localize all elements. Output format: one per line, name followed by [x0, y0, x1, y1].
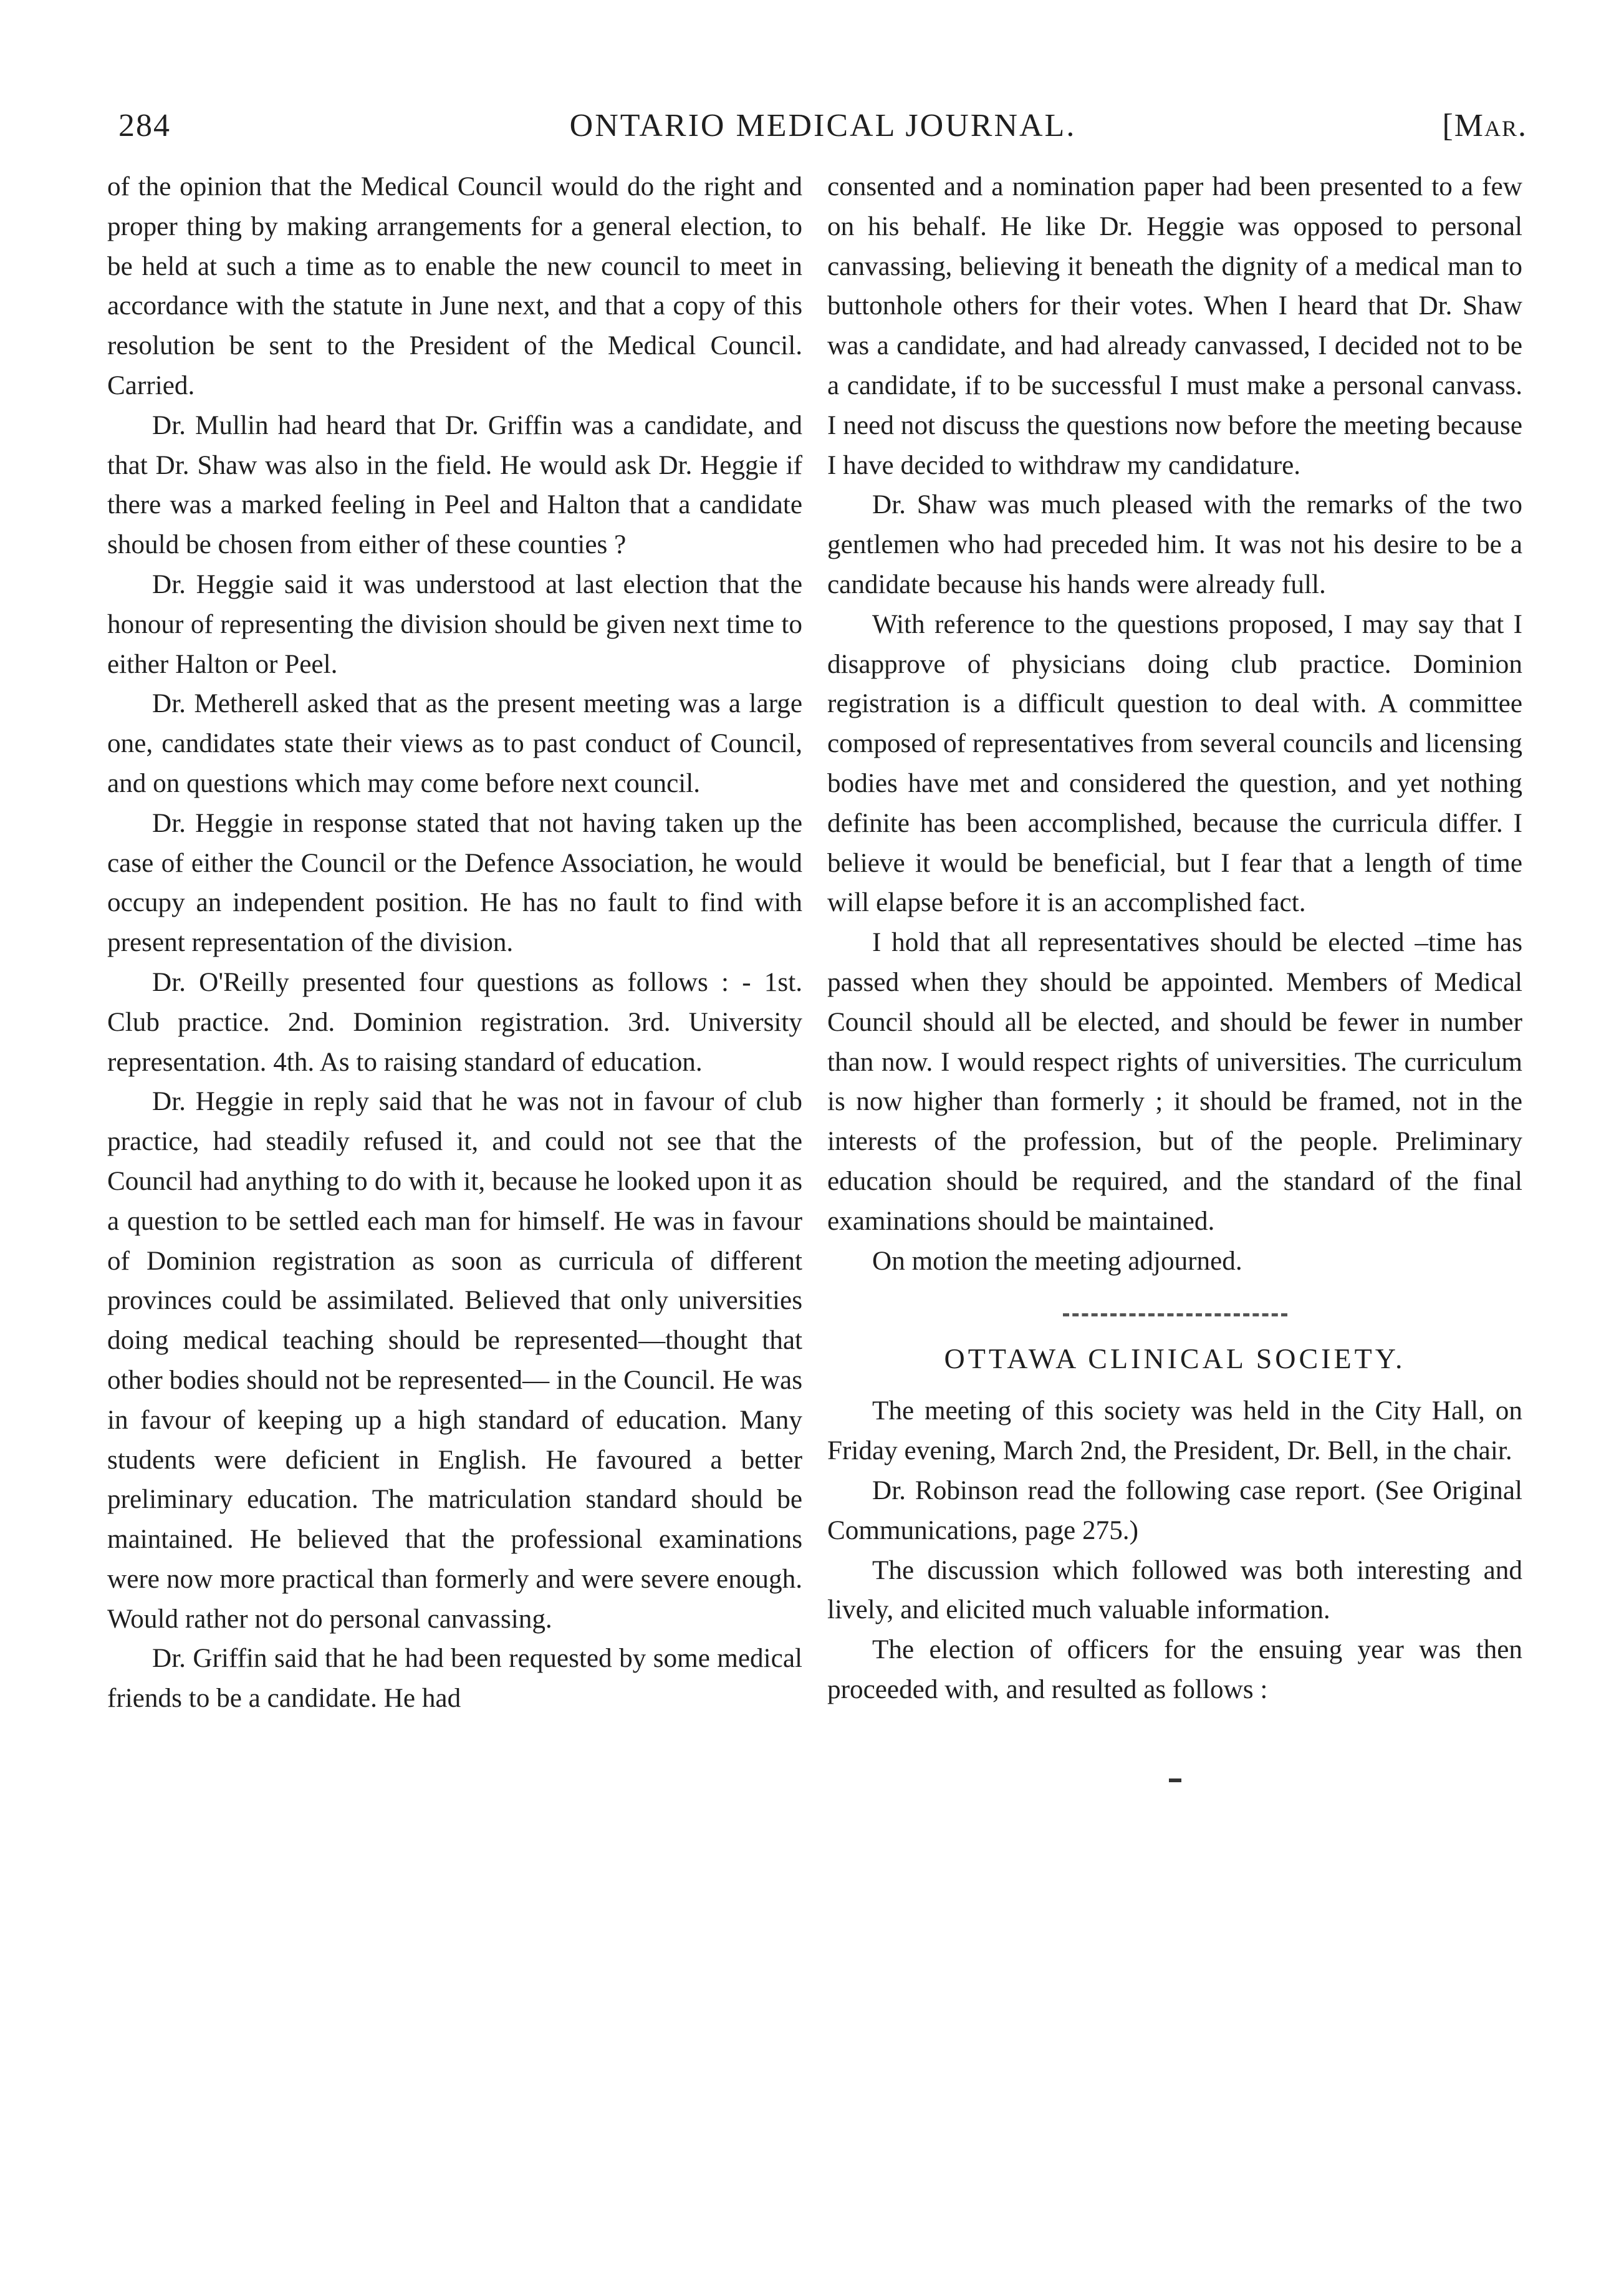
paragraph: The meeting of this society was held in the City Hall, on Friday evening, March 2nd, the President, Dr. Bell, in the chair. [827, 1396, 1522, 1466]
paragraph: Dr. Heggie in response stated that not having taken up the case of either the Council or the Defence Association, he would occupy an independent position. He has no fault to find with present representation of the division. [107, 808, 802, 958]
page-number: 284 [118, 108, 171, 143]
paragraph: Dr. Shaw was much pleased with the remarks of the two gentlemen who had preceded him. It was not his desire to be a candidate because his hands were already full. [827, 490, 1522, 599]
paragraph: Dr. Metherell asked that as the present meeting was a large one, candidates state their views as to past conduct of Council, and on questions which may come before next council. [107, 689, 802, 798]
paragraph: of the opinion that the Medical Council would do the right and proper thing by making arrangements for a general election, to be held at such a time as to enable the new council to meet in accordance with the statute in June next, and that a copy of this resolution be sent to the President of the Medical Council. Carried. [107, 172, 802, 400]
paragraph: With reference to the questions proposed, I may say that I disapprove of physicians doing club practice. Dominion registration is a difficult question to deal with. A committee composed of representatives from several councils and licensing bodies have met and considered the question, and yet nothing definite has been accomplished, because the curricula differ. I believe it would be beneficial, but I fear that a length of time will elapse before it is an accomplished fact. [827, 609, 1522, 918]
section-divider [1063, 1313, 1287, 1316]
right-column [827, 167, 1522, 1782]
paragraph: The discussion which followed was both interesting and lively, and elicited much valuable information. [827, 1555, 1522, 1625]
paragraph: Dr. Heggie in reply said that he was not in favour of club practice, had steadily refused it, and could not see that the Council had anything to do with it, because he looked upon it as a question to be settled each man for himself. He was in favour of Dominion registration as soon as curricula of different provinces could be assimilated. Believed that only universities doing medical teaching should be represented—thought that other bodies should not be represented— in the Council. He was in favour of keeping up a high standard of education. Many students were deficient in English. He favoured a better preliminary education. The matriculation standard should be maintained. He believed that the professional examinations were now more practical than formerly and were severe enough. Would rather not do personal canvassing. [107, 1087, 802, 1634]
page-end-mark [1169, 1778, 1181, 1782]
paragraph: Dr. Robinson read the following case report. (See Original Communications, page 275.) [827, 1475, 1522, 1545]
paragraph: The election of officers for the ensuing year was then proceeded with, and resulted as follows : [827, 1635, 1522, 1704]
paragraph: Dr. Heggie said it was understood at last election that the honour of representing the division should be given next time to either Halton or Peel. [107, 569, 802, 679]
paragraph: Dr. O'Reilly presented four questions as follows : - 1st. Club practice. 2nd. Dominion registration. 3rd. University representation. 4th. As to raising standard of education. [107, 967, 802, 1077]
paragraph: On motion the meeting adjourned. [872, 1246, 1242, 1276]
section-title: OTTAWA CLINICAL SOCIETY. [944, 1343, 1406, 1375]
running-header [118, 107, 1527, 151]
paragraph: Dr. Griffin said that he had been requested by some medical friends to be a candidate. He had [107, 1644, 802, 1714]
paragraph: consented and a nomination paper had been presented to a few on his behalf. He like Dr. Heggie was opposed to personal canvassing, believing it beneath the dignity of a medical man to buttonhole others for their votes. When I heard that Dr. Shaw was a candidate, and had already canvassed, I decided not to be a candidate, if to be successful I must make a personal canvass. I need not discuss the questions now before the meeting because I have decided to withdraw my candidature. [827, 172, 1522, 480]
journal-title: ONTARIO MEDICAL JOURNAL. [569, 108, 1077, 143]
issue-month: [Mar. [1442, 108, 1527, 143]
left-column [107, 167, 802, 1719]
paragraph: I hold that all representatives should be elected –time has passed when they should be appointed. Members of Medical Council should all be elected, and should be fewer in number than now. I would respect rights of universities. The curriculum is now higher than formerly ; it should be framed, not in the interests of the profession, but of the people. Preliminary education should be required, and the standard of the final examinations should be maintained. [827, 928, 1522, 1236]
paragraph: Dr. Mullin had heard that Dr. Griffin was a candidate, and that Dr. Shaw was also in the field. He would ask Dr. Heggie if there was a marked feeling in Peel and Halton that a candidate should be chosen from either of these counties ? [107, 410, 802, 560]
